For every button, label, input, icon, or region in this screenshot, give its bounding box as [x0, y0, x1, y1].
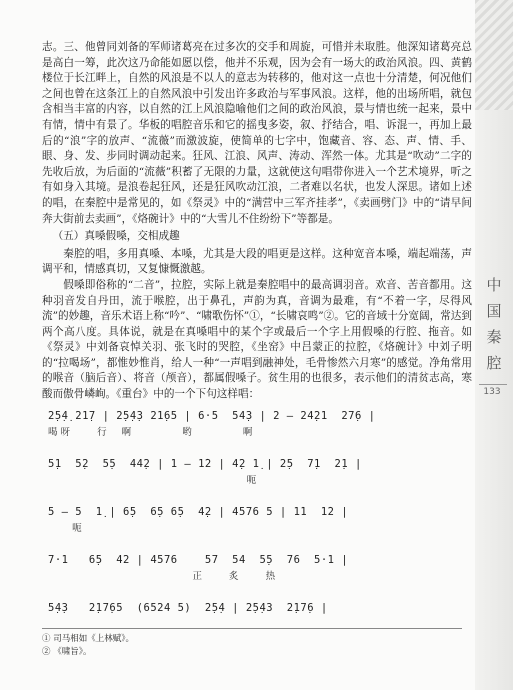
score-notes: 5 — 5 1̣ | 6̣5 6̣5 6̣5 4̣2 | 4576 5 | 1̇1 1̇2 |: [48, 506, 349, 518]
footnote-1: ① 司马相如《上林赋》。: [42, 634, 134, 644]
score-row: [48, 506, 458, 554]
decorative-pattern-icon: [475, 0, 513, 110]
score-row: [48, 458, 458, 506]
score-notes: 7·1 6̣5 42 | 4576 57 54 5̣5 76 5·1 |: [48, 554, 349, 566]
title-char: 秦: [486, 328, 502, 346]
score-lyrics: 正 炙 热: [48, 571, 279, 582]
footnotes: [42, 628, 462, 659]
title-char: 中: [486, 276, 502, 294]
score-row: [48, 554, 458, 602]
book-title-vertical: [481, 272, 507, 376]
music-score: [48, 410, 458, 650]
paragraph-3: 假嗓即俗称的“二音”，拉腔，实际上就是秦腔唱中的最高调羽音。欢音、苦音都用。这种羽音发自丹田，流于喉腔，出于鼻孔，声韵为真，音调为最难，有“不着一字，尽得风流”的妙趣，音乐术语上称“吟”、“啸歌伤怀”①，“长啸哀鸣”②。它的音域十分宽阔，常达到两个高八度。具体说，就是在真嗓唱中的某个字或最后一个字上用假嗓的行腔、拖音。如《祭灵》中刘备哀悼关羽、张飞时的哭腔，《坐窑》中吕蒙正的拉腔，《烙碗计》中刘子明的“拉喝场”，都惟妙惟肖，给人一种“一声唱到融神处，毛骨惨然六月寒”的感觉。净角常用的喉音（脑后音）、将音（颅音），都属假嗓子。贫生用的也很多，表示他们的清贫志高，寒酸而傲骨嶙峋。《重台》中的一个下句这样唱：: [42, 278, 472, 401]
score-notes: 5̣4̣3 2̣17̣65 (6524 5) 2̣5̣4 | 2̣5̣43 2̣17̣6 |: [48, 602, 328, 614]
title-char: 国: [486, 302, 502, 320]
score-lyrics: 呃: [48, 475, 260, 486]
score-row: [48, 410, 458, 458]
paragraph-1: 志。三、他曾同刘备的军师诸葛亮在过多次的交手和周旋，可惜并未取胜。他深知诸葛亮总是高白一筹，此次这乃命能如愿以偿，他并不乐观，因为会有一场大的政治风浪。四、黄鹤楼位于长江畔上，自然的风浪是不以人的意志为转移的，他对这一点也十分清楚，何况他们之间也曾在这条江上的自然风浪中引发出许多政治与军事风浪。这样，他的出场所唱，就包含相当丰富的内容，以自然的江上风浪隐喻他们之间的政治风浪，景与情也统一起来，景中有情，情中有景了。华板的唱腔音乐和它的摇曳多姿，叙、抒结合，唱、诉混一，再加上最后的“浪”字的放声、“流薇”而激波旋，使简单的七字中，饱藏音、容、态、声、情、手、眼、身、发、步同时调动起来。狂风、江浪、风声、涛动、浑然一体。尤其是“吹动”二字的先收后放，为后面的“流薇”积蓄了无限的力量，这就使这句唱带你进入一个艺术境界，听之有如身入其境。是浪卷起狂风，还是狂风吹动江浪，二者难以名状，也发人深思。诸如上述的唱，在秦腔中是常见的，如《祭灵》中的“满营中三军齐挂孝”，《卖画劈门》中的“请早间奔大街前去卖画”，《烙碗计》中的“大雪儿不住纷纷下”等都是。: [42, 41, 472, 225]
section-subheading: （五）真嗓假嗓，交相成趣: [52, 230, 180, 243]
footnote-2: ② 《啸旨》。: [42, 647, 92, 657]
score-notes: 2̣5̣4̣ 21̣7 | 2̣5̣4̣3 21̣65 | 6·5 54̣3 | 2 — 24̣21 27̣6 |: [48, 410, 376, 422]
score-notes: 5̣1 5̣2 5̣5 44̣2 | 1 — 1̇2 | 4̣2 1̣ | 2̣5 7̣1 2̣1 |: [48, 458, 362, 470]
score-lyrics: 呃: [48, 523, 85, 534]
divider: [479, 384, 507, 385]
score-lyrics: 喝呀 行 啊 哟 啊: [48, 427, 256, 438]
body-text: [42, 40, 472, 403]
title-char: 腔: [486, 354, 502, 372]
paragraph-2: 秦腔的唱，多用真嗓、本嗓，尤其是大段的唱更是这样。这种宽音本嗓，端起端荡，声调平和，情感真切，又复慷慨激越。: [42, 247, 472, 276]
page-number: 133: [483, 387, 501, 397]
